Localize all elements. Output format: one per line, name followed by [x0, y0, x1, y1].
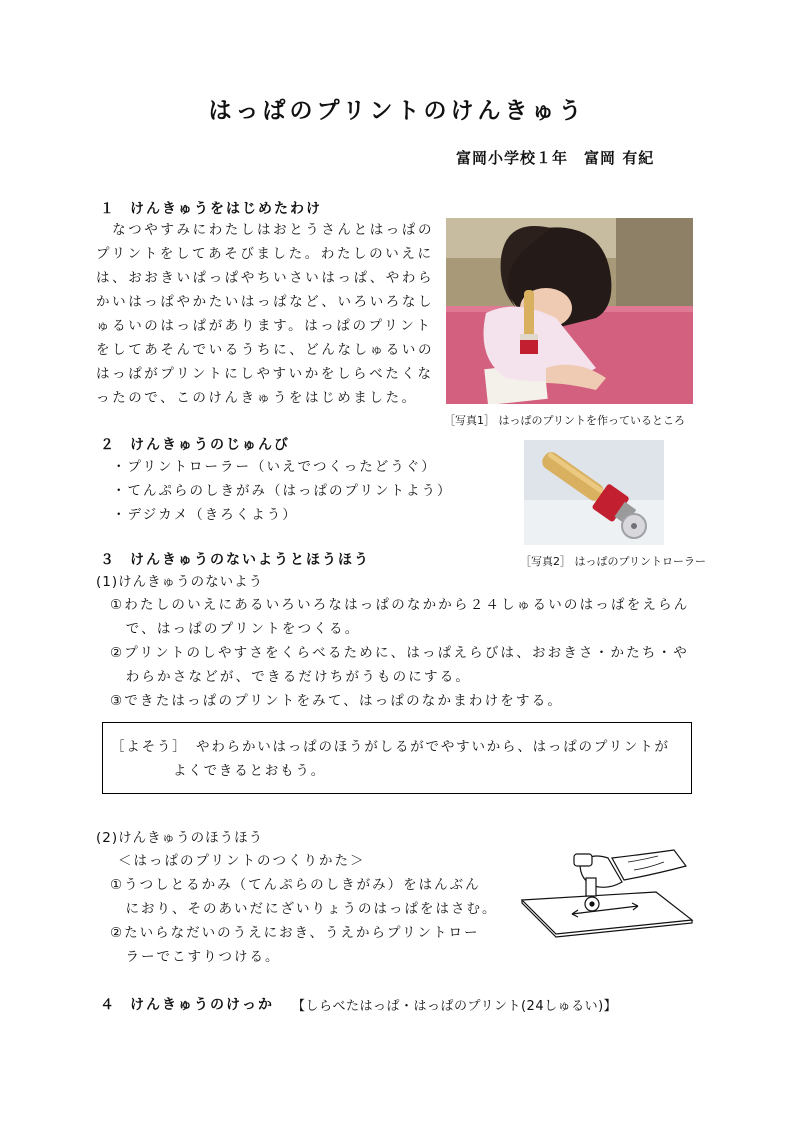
section-title: けんきゅうのけっか [130, 997, 274, 1013]
subsection-method-heading: (2)けんきゅうのほうほう [96, 830, 264, 846]
method-title: ＜はっぱのプリントのつくりかた＞ [118, 853, 366, 869]
prediction-text-line-2: よくできるとおもう。 [173, 763, 326, 779]
paragraph-line: プリントをしてあそびました。わたしのいえに [96, 246, 434, 262]
paragraph-line: をしてあそんでいるうちに、どんなしゅるいの [96, 342, 435, 358]
list-item: ・てんぷらのしきがみ（はっぱのプリントよう） [112, 483, 453, 499]
photo-1-caption: ［写真1］ はっぱのプリントを作っているところ [444, 414, 686, 427]
photo-1-image [446, 218, 693, 404]
hand-roller-drawing [516, 848, 696, 948]
section-title: けんきゅうのじゅんび [130, 437, 290, 453]
section-number: １ [100, 201, 116, 217]
list-item: におり、そのあいだにざいりょうのはっぱをはさむ。 [110, 901, 498, 917]
page-title: はっぱのプリントのけんきゅう [208, 98, 586, 124]
section-1-heading [100, 198, 322, 218]
subsection-content-heading: (1)けんきゅうのないよう [96, 574, 264, 590]
section-3-heading [100, 549, 370, 569]
list-item: ・デジカメ（きろくよう） [112, 507, 298, 523]
supplies-list [112, 455, 452, 527]
list-item: で、はっぱのプリントをつくる。 [110, 621, 361, 637]
list-item: ・プリントローラー（いえでつくったどうぐ） [112, 459, 437, 475]
section-title: けんきゅうのないようとほうほう [130, 552, 370, 568]
section-number: ４ [100, 997, 116, 1013]
list-item: ②プリントのしやすさをくらべるために、はっぱえらびは、おおきさ・かたち・や [110, 645, 689, 661]
list-item: ③できたはっぱのプリントをみて、はっぱのなかまわけをする。 [110, 693, 564, 709]
paragraph-line: かいはっぱやかたいはっぱなど、いろいろなし [96, 294, 435, 310]
prediction-box [102, 722, 692, 794]
paragraph-line: は、おおきいぱっぱやちいさいはっぱ、やわら [96, 270, 435, 286]
section-number: ３ [100, 552, 116, 568]
section-title: けんきゅうをはじめたわけ [130, 201, 322, 217]
photo-2-image [524, 440, 664, 545]
list-item: ②たいらなだいのうえにおき、うえからプリントロー [110, 925, 480, 941]
list-item: わらかさなどが、できるだけちがうものにする。 [110, 669, 472, 685]
author-line: 富岡小学校１年 富岡 有紀 [456, 149, 655, 167]
section-2-heading [100, 434, 290, 454]
photo-print-roller [524, 440, 664, 545]
list-item: ラーでこすりつける。 [110, 949, 281, 965]
roller-illustration [516, 848, 696, 948]
paragraph-line: ったので、このけんきゅうをはじめました。 [96, 390, 418, 406]
list-item: ①うつしとるかみ（てんぷらのしきがみ）をはんぶん [110, 877, 481, 893]
photo-2-caption: ［写真2］ はっぱのプリントローラー [520, 555, 707, 568]
method-list [110, 873, 510, 969]
section-1-paragraph [96, 218, 446, 410]
photo-girl-printing-leaf [446, 218, 693, 404]
paragraph-line: はっぱがプリントにしやすいかをしらべたくな [96, 366, 434, 382]
content-list [110, 593, 710, 713]
paragraph-line: なつやすみにわたしはおとうさんとはっぱの [96, 222, 435, 238]
section-4-heading [100, 994, 274, 1014]
section-number: ２ [100, 437, 116, 453]
list-item: ①わたしのいえにあるいろいろなはっぱのなかから２４しゅるいのはっぱをえらん [110, 597, 690, 613]
paragraph-line: ゅるいのはっぱがあります。はっぱのプリント [96, 318, 433, 334]
results-note: 【しらべたはっぱ・はっぱのプリント(24しゅるい)】 [292, 999, 618, 1014]
prediction-text-line-1: ［よそう］ やわらかいはっぱのほうがしるがでやすいから、はっぱのプリントが [111, 739, 670, 755]
